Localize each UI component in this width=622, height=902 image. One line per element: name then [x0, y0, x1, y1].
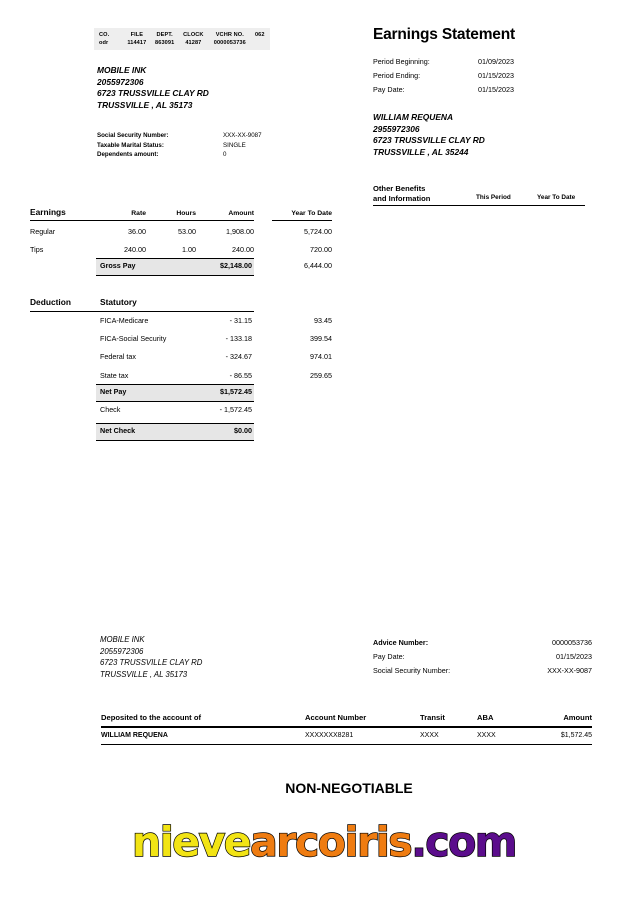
net-check-top-rule — [96, 423, 254, 424]
deposit-row-transit: XXXX — [420, 732, 439, 739]
deduction-amount-0: - 31.15 — [229, 316, 252, 325]
earnings-row-rate-0: 36.00 — [128, 227, 146, 236]
employee-street: 6723 TRUSSVILLE CLAY RD — [373, 135, 485, 146]
deposit-row-aba: XXXX — [477, 732, 496, 739]
period-value-pay-date: 01/15/2023 — [478, 85, 514, 94]
stub-employer-address-block — [100, 634, 202, 680]
advice-label-pay-date: Pay Date: — [373, 652, 405, 661]
deposit-header-transit: Transit — [420, 713, 445, 722]
deposit-header-aba: ABA — [477, 713, 494, 722]
deduction-amount-1: - 133.18 — [225, 334, 252, 343]
employer-id: 2055972306 — [97, 76, 144, 87]
earnings-header-rule-left — [30, 220, 254, 221]
deduction-ytd-3: 259.65 — [310, 371, 332, 380]
deposit-header-amount: Amount — [563, 713, 592, 722]
period-row-pay-date — [373, 83, 585, 97]
gross-pay-bottom-rule — [96, 275, 254, 276]
advice-value-ssn: XXX-XX-9087 — [547, 666, 592, 675]
employer-street: 6723 TRUSSVILLE CLAY RD — [97, 88, 209, 99]
earnings-header-amount: Amount — [228, 210, 254, 217]
advice-row-number — [373, 636, 592, 650]
voucher-header-clock: CLOCK — [183, 32, 204, 38]
advice-value-number: 0000053736 — [552, 638, 592, 647]
deposit-bottom-rule — [101, 744, 592, 745]
check-label: Check — [100, 405, 121, 414]
net-check-label: Net Check — [100, 426, 136, 435]
advice-block — [373, 636, 592, 678]
employee-id: 2955972306 — [373, 123, 420, 134]
other-benefits-col-ytd: Year To Date — [537, 194, 576, 201]
advice-row-ssn — [373, 664, 592, 678]
deduction-amount-2: - 324.67 — [225, 352, 252, 361]
deduction-name-2: Federal tax — [100, 352, 136, 361]
voucher-header-file: FILE — [130, 32, 144, 38]
gross-pay-ytd: 6,444.00 — [304, 261, 332, 270]
earnings-header-hours: Hours — [176, 210, 196, 217]
period-label-beginning: Period Beginning: — [373, 57, 430, 66]
net-check-bottom-rule — [96, 440, 254, 441]
voucher-value-co: odr — [99, 40, 109, 46]
check-amount: - 1,572.45 — [219, 405, 252, 414]
earnings-row-ytd-1: 720.00 — [310, 245, 332, 254]
voucher-value-062 — [252, 39, 268, 47]
earnings-header-rate: Rate — [131, 210, 146, 217]
info-label-marital-status: Taxable Marital Status: — [97, 141, 164, 149]
other-benefits-section — [373, 184, 585, 205]
earnings-header-ytd: Year To Date — [291, 210, 332, 217]
watermark-part-1: nieve — [132, 818, 251, 866]
stub-employer-name: MOBILE INK — [100, 635, 145, 644]
period-label-pay-date: Pay Date: — [373, 85, 405, 94]
period-row-beginning — [373, 55, 585, 69]
voucher-header-dept: DEPT. — [156, 32, 173, 38]
info-row-marital-status — [97, 141, 277, 151]
net-pay-amount: $1,572.45 — [220, 387, 252, 396]
deduction-name-1: FICA-Social Security — [100, 334, 167, 343]
deductions-group-label: Statutory — [100, 297, 137, 307]
deduction-ytd-2: 974.01 — [310, 352, 332, 361]
gross-pay-top-rule — [96, 258, 254, 259]
net-pay-bottom-rule — [96, 401, 254, 402]
earnings-row-hours-0: 53.00 — [178, 227, 196, 236]
earnings-row-rate-1: 240.00 — [124, 245, 146, 254]
earnings-header-rule-ytd — [272, 220, 332, 221]
net-pay-top-rule — [96, 384, 254, 385]
stub-employer-id: 2055972306 — [100, 646, 144, 656]
voucher-header-062: 062 — [254, 32, 265, 38]
employee-name: WILLIAM REQUENA — [373, 112, 454, 122]
info-row-ssn — [97, 131, 277, 141]
net-pay-label: Net Pay — [100, 387, 127, 396]
other-benefits-title-line1: Other Benefits — [373, 184, 426, 193]
non-negotiable-label: NON-NEGOTIABLE — [285, 780, 413, 796]
deposit-header-account-number: Account Number — [305, 713, 367, 722]
period-label-ending: Period Ending: — [373, 71, 421, 80]
deposit-row-amount: $1,572.45 — [560, 732, 592, 739]
watermark-part-3: .com — [411, 818, 516, 866]
voucher-value-vchr-no: 0000053736 — [213, 40, 246, 46]
deduction-name-0: FICA-Medicare — [100, 316, 149, 325]
deductions-header-rule — [30, 311, 254, 312]
earnings-row-hours-1: 1.00 — [182, 245, 196, 254]
info-value-marital-status: SINGLE — [223, 141, 246, 149]
voucher-value-dept: 863091 — [155, 40, 175, 46]
gross-pay-label: Gross Pay — [100, 261, 136, 270]
other-benefits-col-this-period: This Period — [476, 194, 511, 201]
other-benefits-divider — [373, 205, 585, 206]
deduction-name-3: State tax — [100, 371, 129, 380]
employee-address-block — [373, 112, 485, 158]
employer-name: MOBILE INK — [97, 65, 147, 75]
employer-city-state-zip: TRUSSVILLE , AL 35173 — [97, 99, 193, 110]
earnings-row-amount-0: 1,908.00 — [226, 227, 254, 236]
pay-period-block — [373, 55, 585, 97]
deposit-header-account-of: Deposited to the account of — [101, 713, 201, 722]
page-title: Earnings Statement — [373, 26, 515, 43]
info-value-ssn: XXX-XX-9087 — [223, 132, 262, 139]
advice-label-number: Advice Number: — [373, 638, 429, 647]
employer-address-block — [97, 65, 209, 111]
earnings-row-amount-1: 240.00 — [232, 245, 254, 254]
deduction-ytd-1: 399.54 — [310, 334, 332, 343]
employee-city-state-zip: TRUSSVILLE , AL 35244 — [373, 146, 469, 157]
period-value-ending: 01/15/2023 — [478, 71, 514, 80]
period-row-ending — [373, 69, 585, 83]
earnings-row-ytd-0: 5,724.00 — [304, 227, 332, 236]
voucher-code-table — [94, 28, 270, 50]
gross-pay-amount: $2,148.00 — [220, 261, 252, 270]
earnings-row-name-0: Regular — [30, 227, 56, 236]
earnings-row-name-1: Tips — [30, 245, 44, 254]
stub-employer-street: 6723 TRUSSVILLE CLAY RD — [100, 658, 203, 668]
other-benefits-title-line2: and Information — [373, 194, 431, 204]
earnings-section-label: Earnings — [30, 207, 66, 217]
deduction-ytd-0: 93.45 — [314, 316, 332, 325]
period-value-beginning: 01/09/2023 — [478, 57, 514, 66]
voucher-header-co: CO. — [99, 32, 110, 38]
info-value-dependents: 0 — [223, 151, 227, 159]
deposit-row-account-number: XXXXXXX8281 — [305, 732, 354, 739]
stub-employer-city-state-zip: TRUSSVILLE , AL 35173 — [100, 669, 188, 679]
watermark-logo — [0, 818, 622, 866]
deduction-amount-3: - 86.55 — [229, 371, 252, 380]
watermark-part-2: arcoiris — [250, 818, 412, 866]
advice-label-ssn: Social Security Number: — [373, 666, 451, 675]
net-check-amount: $0.00 — [234, 426, 252, 435]
deposit-row-account-of: WILLIAM REQUENA — [101, 732, 168, 739]
advice-row-pay-date — [373, 650, 592, 664]
advice-value-pay-date: 01/15/2023 — [556, 652, 592, 661]
deductions-section-label: Deduction — [30, 297, 71, 307]
info-row-dependents — [97, 150, 277, 160]
voucher-header-vchr-no: VCHR NO. — [215, 32, 244, 38]
info-label-ssn: Social Security Number: — [97, 132, 169, 139]
deposit-header-rule — [101, 726, 592, 728]
voucher-value-file: 114417 — [127, 40, 147, 46]
info-label-dependents: Dependents amount: — [97, 151, 159, 159]
employee-tax-info-block — [97, 131, 277, 160]
voucher-value-clock: 41287 — [185, 40, 202, 46]
